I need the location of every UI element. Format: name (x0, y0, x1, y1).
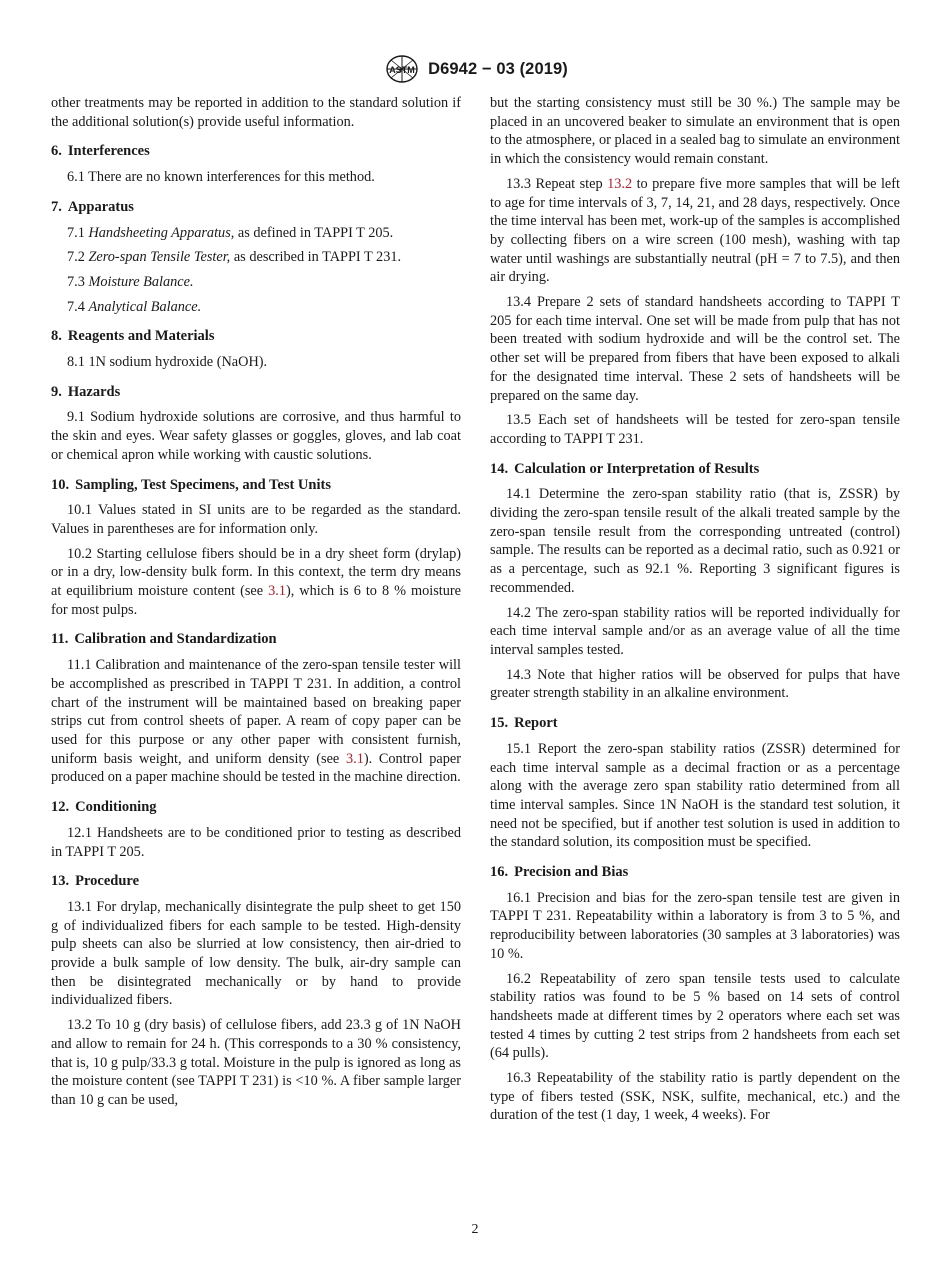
section-heading: 15. Report (490, 715, 558, 732)
paragraph: 14.3 Note that higher ratios will be observed for pulps that have greater strength stability in an alkaline environment. (490, 666, 900, 702)
paragraph: 13.1 For drylap, mechanically disintegrate the pulp sheet to get 150 g of individualized fibers for each sample to be tested. High-density pulp sheets can also be slurried at low consistency, then air-dried to provide a bulk sample of low density. The bulk, air-dry sample can then be disintegrated mechanically or by hand to provide individualized fibers. (51, 898, 461, 1009)
section-heading: 10. Sampling, Test Specimens, and Test Units (51, 476, 331, 493)
paragraph: 15.1 Report the zero-span stability ratios (ZSSR) determined for each time interval sample as a decimal fraction or as a percentage along with the average zero span stability ratio determined from all time interval samples. Since 1N NaOH is the standard test solution, it need not be specified, but if another test solution is used in addition to the standard solution, its composition must be specified. (490, 740, 900, 851)
paragraph: 13.5 Each set of handsheets will be tested for zero-span tensile according to TAPPI T 231. (490, 412, 900, 447)
page-header (0, 54, 950, 84)
section-link[interactable]: 3.1 (268, 583, 286, 600)
standard-designation: D6942 − 03 (2019) (428, 59, 568, 78)
section-heading: 8. Reagents and Materials (51, 328, 215, 345)
paragraph: 11.1 Calibration and maintenance of the zero-span tensile tester will be accomplished as prescribed in TAPPI T 231. In addition, a control chart of the instrument will be maintained based on breaking paper strips cut from control sheets of paper. A ream of copy paper can be used for this purpose or any other paper with consistent furnish, uniform basis weight, and uniform density (see 3.1). Control paper produced on a paper machine should be tested in the machine direction. (51, 657, 461, 786)
paragraph: 13.2 To 10 g (dry basis) of cellulose fibers, add 23.3 g of 1N NaOH and allow to remain for 24 h. (This corresponds to a 30 % consistency, that is, 10 g pulp/33.3 g total. Moisture in the pulp is ignored as long as the moisture content (see TAPPI T 231) is <10 %. A fiber sample larger than 10 g can be used, (51, 1017, 461, 1108)
left-column (51, 94, 461, 1116)
paragraph: 16.3 Repeatability of the stability ratio is partly dependent on the type of fibers tested (SSK, NSK, sulfite, mechanical, etc.) and the duration of the test (1 day, 1 week, 4 weeks). For (490, 1070, 900, 1124)
paragraph: 10.1 Values stated in SI units are to be regarded as the standard. Values in parentheses are for information only. (51, 502, 461, 537)
logo-text: ASTM (389, 65, 415, 75)
list-item: 7.1 Handsheeting Apparatus, as defined in TAPPI T 205. (67, 224, 394, 241)
section-link[interactable]: 3.1 (345, 750, 364, 767)
paragraph: 13.3 Repeat step 13.2 to prepare five more samples that will be left to age for time intervals of 3, 7, 14, 21, and 28 days, respectively. Once the time interval has been met, work-up of the samples is accomplished by collecting fibers on a wire screen (100 mesh), washing with tap water until washings are substantially neutral (pH = 7 to 7.5), and then air drying. (490, 175, 900, 286)
section-heading: 12. Conditioning (51, 799, 157, 816)
paragraph: 10.2 Starting cellulose fibers should be in a dry sheet form (drylap) or in a dry, low-density bulk form. In this context, the term dry means at equilibrium moisture content (see 3.1), which is 6 to 8 % moisture for most pulps. (51, 545, 461, 618)
paragraph: but the starting consistency must still be 30 %.) The sample may be placed in an uncovered beaker to simulate an environment that is open to the atmosphere, or placed in a sealed bag to simulate an environment in which the consistency would remain constant. (490, 95, 900, 168)
section-heading: 11. Calibration and Standardization (51, 631, 277, 648)
paragraph: 6.1 There are no known interferences for this method. (67, 169, 375, 186)
section-heading: 13. Procedure (51, 873, 140, 890)
right-column (490, 94, 900, 1131)
section-heading: 7. Apparatus (51, 198, 134, 215)
paragraph: 12.1 Handsheets are to be conditioned prior to testing as described in TAPPI T 205. (51, 824, 461, 860)
paragraph: 9.1 Sodium hydroxide solutions are corrosive, and thus harmful to the skin and eyes. Wear safety glasses or goggles, gloves, and lab coat or chemical apron while working with caustic solutions. (51, 409, 461, 463)
astm-logo-icon (382, 54, 422, 84)
section-link[interactable]: 13.2 (607, 175, 633, 192)
paragraph: other treatments may be reported in addition to the standard solution if the additional solution(s) provide useful information. (51, 95, 461, 130)
page-number: 2 (471, 1222, 479, 1237)
section-heading: 14. Calculation or Interpretation of Results (490, 460, 760, 477)
list-item: 7.2 Zero-span Tensile Tester, as described in TAPPI T 231. (67, 249, 402, 266)
list-item: 7.3 Moisture Balance. (67, 273, 194, 290)
list-item: 7.4 Analytical Balance. (67, 298, 202, 315)
paragraph: 16.1 Precision and bias for the zero-span tensile test are given in TAPPI T 231. Repeatability within a laboratory is from 3 to 5 %, and reproducibility between laboratories (30 samples at 3 laboratories) was 10 %. (490, 889, 900, 962)
paragraph: 8.1 1N sodium hydroxide (NaOH). (67, 354, 268, 371)
paragraph: 13.4 Prepare 2 sets of standard handsheets according to TAPPI T 205 for each time interval. One set will be made from pulp that has not been treated with sodium hydroxide and will be the control set. The other set will be prepared from fibers that have been exposed to alkali for the designated time interval. These 2 sets of handsheets will be prepared on the same day. (490, 294, 900, 404)
section-heading: 6. Interferences (51, 143, 150, 160)
paragraph: 16.2 Repeatability of zero span tensile tests used to calculate stability ratios was found to be 5 % based on 14 sets of control handsheets made at different times by 2 operators where each set was tested 4 times by cutting 2 test strips from 2 handsheets from each set (64 pulls). (490, 970, 900, 1062)
section-heading: 9. Hazards (51, 383, 121, 400)
paragraph: 14.1 Determine the zero-span stability ratio (that is, ZSSR) by dividing the zero-span tensile result of the alkali treated sample by the zero-span tensile result from the corresponding untreated (control) sample. The results can be reported as a decimal ratio, such as 0.921 or as a percentage, such as 92.1 %. Reporting 3 significant figures is recommended. (490, 486, 900, 596)
paragraph: 14.2 The zero-span stability ratios will be reported individually for each time interval sample and/or as an average value of all the time interval samples tested. (490, 604, 900, 658)
section-heading: 16. Precision and Bias (490, 864, 629, 881)
